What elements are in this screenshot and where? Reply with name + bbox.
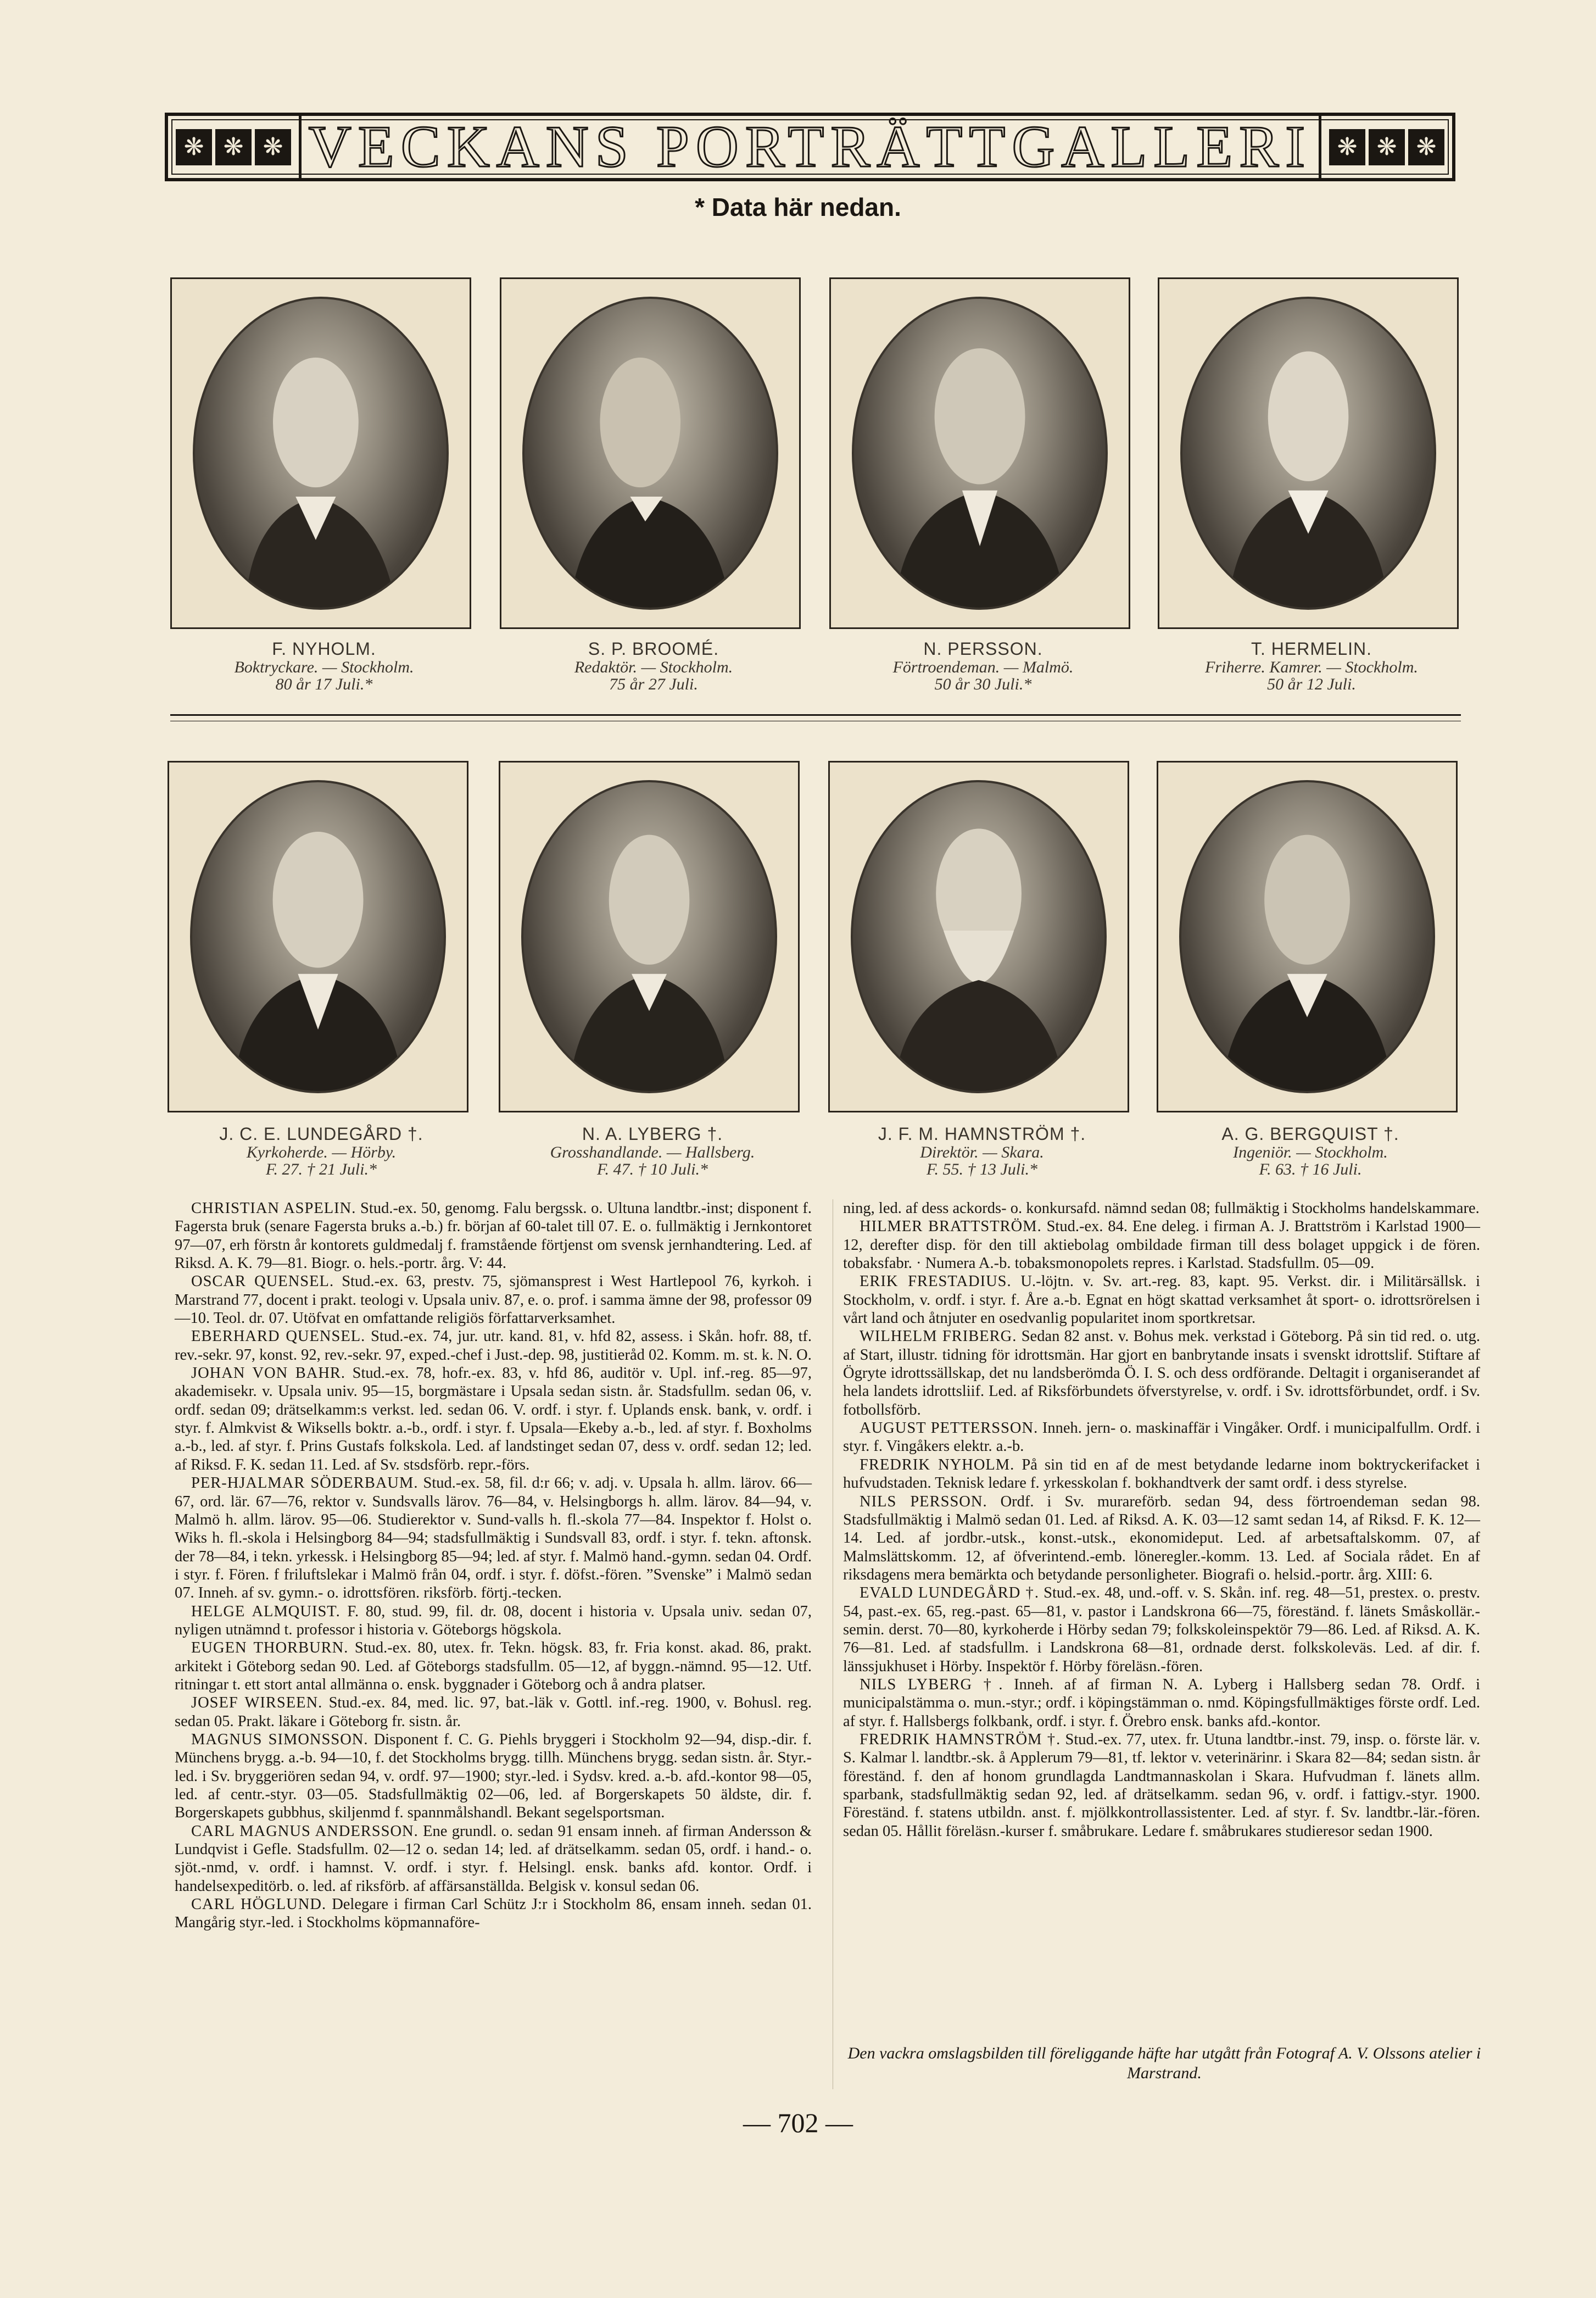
biography-entry — [843, 1199, 1480, 1217]
portrait-oval — [852, 297, 1108, 610]
biography-text: Stud.-ex. 84. Ene deleg. i firman A. J. Brattström i Karlstad 1900—12, derefter disp. för den till aktiebolag ombildade firman till dess bolaget uppgick i de fören. tobaksfabr. · Numera A.-b. tobaksmonopolets repres. i Karlstad. Stadsfullm. 05—09. — [843, 1218, 1480, 1272]
biography-name: CARL HÖGLUND. — [191, 1896, 327, 1913]
biography-text: U.-löjtn. v. Sv. art.-reg. 83, kapt. 95. Verkst. dir. i Militärsällsk. i Stockholm, v. ordf. i styr. f. Åre a.-b. Egnat en högt skattad verksamhet åt sport- o. idrottsrörelsen i vårt land och åtnjuter en osedvanlig popularitet inom sportkretsar. — [843, 1273, 1481, 1327]
portrait-role: Grosshandlande. — Hallsberg. — [550, 1143, 755, 1161]
biography-entry — [175, 1474, 812, 1602]
biography-entry — [175, 1603, 812, 1639]
portrait-role: Direktör. — Skara. — [920, 1143, 1044, 1161]
page-title: VECKANS PORTRÄTTGALLERI — [299, 116, 1321, 178]
portrait-date: 50 år 12 Juli. — [1267, 675, 1356, 694]
biography-name: AUGUST PETTERSSON. — [860, 1420, 1039, 1437]
portrait-photo-bergquist — [1157, 761, 1458, 1112]
portrait-date: F. 47. † 10 Juli.* — [597, 1160, 708, 1179]
person-silhouette-icon — [1182, 299, 1434, 608]
portrait-role: Kyrkoherde. — Hörby. — [246, 1143, 397, 1161]
portrait-name: A. G. BERGQUIST †. — [1221, 1124, 1399, 1144]
biography-name: HILMER BRATTSTRÖM. — [860, 1218, 1042, 1236]
portrait-date: 80 år 17 Juli.* — [275, 675, 373, 694]
biography-entry — [175, 1731, 812, 1822]
portrait-name: J. C. E. LUNDEGÅRD †. — [219, 1124, 423, 1144]
biography-entry — [175, 1272, 812, 1327]
biography-entry — [843, 1327, 1480, 1419]
ornament-icon: ❋ — [1329, 129, 1365, 165]
person-silhouette-icon — [192, 782, 444, 1092]
biography-entry — [175, 1327, 812, 1364]
biography-text: På sin tid en af de mest betydande ledarne inom boktryckerifacket i hufvudstaden. Teknisk ledare f. yrkesskolan f. bokhandtverk der samt ordf. i dess styrelse. — [843, 1456, 1480, 1492]
biography-name: NILS PERSSON. — [860, 1493, 987, 1510]
biography-name: EUGEN THORBURN. — [191, 1639, 349, 1657]
portrait-caption — [1146, 1125, 1475, 1178]
biography-entry — [843, 1676, 1480, 1731]
biography-name: CARL MAGNUS ANDERSSON. — [191, 1822, 418, 1840]
ornament-group-right — [1321, 116, 1452, 178]
biography-name: FREDRIK NYHOLM. — [860, 1456, 1015, 1473]
person-silhouette-icon — [854, 299, 1106, 608]
portrait-caption — [817, 1125, 1147, 1178]
biography-name: ERIK FRESTADIUS. — [860, 1273, 1012, 1290]
ornament-group-left — [168, 116, 299, 178]
biography-text: Stud.-ex. 77, utex. fr. Utuna landtbr.-inst. 79, insp. o. förste lär. v. S. Kalmar l. landtbr.-sk. å Applerum 79—81, tf. lektor v. veterinärinr. i Skara 82—84; sedan sistn. år föreständ. f. den af honom grundlagda Landtmannaskolan i Skara. Hufvudman f. länets allm. sparbank, stadsfullmäktig sedan 92, led. af drätselkamm. sedan 96, v. ordf. i fattigv.-styr. 1900. Föreständ. f. statens utbildn. anst. f. mjölkkontrollassistenter. Led. af styr. f. Sv. landtbr.-lär.-fören. sedan 05. Hållit föreläsn.-kurser f. småbrukare. Ledare f. småbrukares studieresor sedan 1900. — [843, 1731, 1481, 1840]
biography-column-right — [843, 1199, 1480, 1840]
biography-text: Stud.-ex. 84, med. lic. 97, bat.-läk v. Gottl. inf.-reg. 1900, v. Bohusl. reg. sedan 05. Prakt. läkare i Göteborg fr. sistn. år. — [175, 1694, 812, 1730]
biography-entry — [175, 1364, 812, 1474]
portrait-role: Ingeniör. — Stockholm. — [1233, 1143, 1388, 1161]
portrait-caption — [1147, 640, 1476, 693]
biography-text: Inneh. af af firman N. A. Lyberg i Hallsberg sedan 78. Ordf. i municipalstämma o. mun.-styr.; ordf. i köpingstämman o. nmd. Köpingsfullmäktiges förste ordf. Led. af styr. f. Hallsbergs folkbank, ordf. i styr. f. Örebro ensk. banks afd.-kontor. — [843, 1676, 1480, 1730]
person-silhouette-icon — [853, 782, 1104, 1092]
biography-name: CHRISTIAN ASPELIN. — [191, 1200, 356, 1217]
portrait-date: F. 55. † 13 Juli.* — [927, 1160, 1037, 1179]
biography-name: NILS LYBERG †. — [860, 1676, 1003, 1693]
biography-entry — [843, 1731, 1480, 1840]
portrait-photo-nyholm — [170, 277, 471, 629]
portrait-caption — [818, 640, 1148, 693]
biography-text: Stud.-ex. 78, hofr.-ex. 83, v. hfd 86, auditör v. Upl. inf.-reg. 85—97, akademisekr. v. Upsala univ. 95—15, borgmästare i Upsala sedan sistn. år. Stadsfullm. sedan 06, v. ordf. sedan 09; drätselkamm:s verkst. led. sedan 06. V. ordf. i styr. f. Uplands ensk. bank, v. ordf. i styr. f. Almkvist & Wiksells boktr. a.-b., ordf. i styr. f. Upsala—Ekeby a.-b., led. af styr. f. Boxholms a.-b., led. af styr. f. Prins Gustafs folkskola. Led. af landstinget sedan 07, dess v. ordf. sedan 12; led. af Riksd. F. K. sedan 11. Led. af Sv. stsdsförb. repr.-förs. — [175, 1365, 812, 1473]
portrait-oval — [522, 297, 778, 610]
biography-text: Stud.-ex. 80, utex. fr. Tekn. högsk. 83, fr. Fria konst. akad. 86, prakt. arkitekt i Göteborg sedan 90. Led. af Göteborgs stadsfullm. 05—12, af byggn.-nämnd. 95—12. Utf. ritningar t. ett stort antal allmänna o. ensk. byggnader i Göteborg och å andra platser. — [175, 1639, 812, 1693]
biography-text: Sedan 82 anst. v. Bohus mek. verkstad i Göteborg. På sin tid red. o. utg. af Start, illustr. tidning för idrottsmän. Har gjort en banbrytande insats i svenskt idrottslif. Stiftare af Ögryte idrottssällskap, det nu landsberömda Ö. I. S. och dess ordförande. Deltagit i organiserandet af hela landets idrottsliif. Led. af Riksförbundets öfverstyrelse, v. ordf. i Sv. idrottsförbundet, ordf. i Sv. fotbollsförb. — [843, 1328, 1481, 1418]
portrait-photo-hamnstrom — [828, 761, 1129, 1112]
header-banner — [165, 113, 1455, 181]
portrait-name: F. NYHOLM. — [272, 639, 376, 659]
biography-entry — [175, 1639, 812, 1694]
portrait-name: T. HERMELIN. — [1251, 639, 1372, 659]
biography-name: PER-HJALMAR SÖDERBAUM. — [191, 1474, 418, 1492]
portrait-role: Redaktör. — Stockholm. — [574, 658, 733, 676]
portrait-date: 75 år 27 Juli. — [609, 675, 698, 694]
portrait-role: Friherre. Kamrer. — Stockholm. — [1205, 658, 1418, 676]
portrait-name: S. P. BROOMÉ. — [588, 639, 719, 659]
page-number: — 702 — — [743, 2107, 853, 2138]
ornament-icon: ❋ — [176, 129, 212, 165]
biography-name: JOSEF WIRSEEN. — [191, 1694, 323, 1712]
portrait-date: F. 63. † 16 Juli. — [1259, 1160, 1362, 1179]
ornament-icon: ❋ — [1408, 129, 1444, 165]
portrait-caption — [488, 1125, 817, 1178]
biography-text: Stud.-ex. 48, und.-off. v. S. Skån. inf. reg. 48—51, prestex. o. prestv. 54, past.-ex. 65, reg.-past. 65—81, v. pastor i Landskrona 66—75, föreständ. f. länets Småskollär.-semin. derst. 70—80, kyrkoherde i Hörby sedan 79; folkskoleinspektör 79—86. Led. af Riksd. A. K. 76—81. Led. af stadsfullm. i Landskrona 68—81, ordnade derst. folkskoleväs. Led. af dir. f. länssjukhuset i Hörby. Inspektör f. Hörby föreläsn.-fören. — [843, 1584, 1480, 1675]
portrait-caption — [489, 640, 818, 693]
biography-text: ning, led. af dess ackords- o. konkursafd. nämnd sedan 08; fullmäktig i Stockholms handelskammare. — [843, 1200, 1480, 1217]
portrait-date: F. 27. † 21 Juli.* — [266, 1160, 377, 1179]
biography-text: F. 80, stud. 99, fil. dr. 08, docent i historia v. Upsala univ. sedan 07, nyligen utnämnd t. professor i historia v. Göteborgs högskola. — [175, 1603, 812, 1638]
biography-text: Stud.-ex. 63, prestv. 75, sjömansprest i West Hartlepool 76, kyrkoh. i Marstrand 77, docent i prakt. teologi v. Upsala univ. 87, e. o. prof. i samma ämne der 98, professor 09—10. Teol. dr. 07. Utöfvat en omfattande religiös författarverksamhet. — [175, 1273, 812, 1327]
biography-text: Ordf. i Sv. murareförb. sedan 94, dess förtroendeman sedan 98. Stadsfullmäktig i Malmö sedan 01. Led. af Riksd. A. K. 03—12 samt sedan 14, af Riksd. F. K. 12—14. Led. af jordbr.-utsk., konst.-utsk., ekonomideput. Led. af arbetsaftalskomm. 07, af Malmslättskomm. 12, af öfverintend.-emb. löneregler.-komm. 13. Led. af Sociala rådet. En af riksdagens mera bemärkta och betydande personligheter. Biografi o. helsid.-portr. årg. XIII: 6. — [843, 1493, 1480, 1583]
biography-entry — [175, 1895, 812, 1932]
portrait-oval — [1180, 297, 1436, 610]
biography-entry — [175, 1822, 812, 1895]
ornament-icon: ❋ — [255, 129, 291, 165]
person-silhouette-icon — [524, 299, 776, 608]
biography-text: Disponent f. C. G. Piehls bryggeri i Stockholm 92—94, disp.-dir. f. Münchens brygg. a.-b. 94—10, f. det Stockholms brygg. tillh. Münchens brygg. sedan sistn. år. Styr.-led. i Sv. bryggeriören sedan 94, v. ordf. 97—1900; styr.-led. i Sydsv. kred. a.-b. afd.-kontor 98—05, led. af centr.-styr. 03—05. Stadsfullmäktig 02—06, led. af Borgerskapets 50 äldste, dir. f. Borgerskapets gubbhus, skiljenmd f. spannmålshandl. Bekant segelsportsman. — [175, 1731, 812, 1822]
cover-photo-credit: Den vackra omslagsbilden till föreliggande häfte har utgått från Fotograf A. V. Olssons atelier i Marstrand. — [847, 2044, 1481, 2082]
biography-name: FREDRIK HAMNSTRÖM †. — [860, 1731, 1061, 1748]
biography-entry — [843, 1584, 1480, 1676]
portrait-oval — [1179, 780, 1435, 1094]
ornament-icon: ❋ — [215, 129, 252, 165]
portrait-oval — [521, 780, 777, 1094]
page-subtitle: * Data här nedan. — [695, 193, 901, 221]
portrait-oval — [190, 780, 446, 1094]
portrait-name: N. PERSSON. — [923, 639, 1043, 659]
biography-text: Ene grundl. o. sedan 91 ensam inneh. af firman Andersson & Lundqvist i Gefle. Stadsfullm. 02—12 o. sedan 14; led. af drätselkamm. sedan 05, ordf. i hand.- o. sjöt.-nmd, v. ordf. i hamnst. V. ordf. i styr. f. Helsingl. ensk. banks afd. kontor. Ordf. i handelsexpeditörb. o. led. af riksförb. af affärsanställda. Belgisk v. konsul sedan 06. — [175, 1822, 812, 1895]
person-silhouette-icon — [195, 299, 447, 608]
biography-name: WILHELM FRIBERG. — [860, 1328, 1017, 1345]
ornament-icon: ❋ — [1369, 129, 1405, 165]
person-silhouette-icon — [1181, 782, 1433, 1092]
biography-text: Stud.-ex. 50, genomg. Falu bergssk. o. Ultuna landtbr.-inst; disponent f. Fagersta bruk (senare Fagersta bruks a.-b.) fr. början af 60-talet till 07. E. o. fullmäktig i Jernkontoret 97—07, erh förstn år kontorets guldmedalj f. framstående förtjenst om svensk jernhandtering. Led. af Riksd. A. K. 79—81. Biogr. o. hels.-portr. årg. V: 44. — [175, 1200, 812, 1272]
biography-entry — [175, 1199, 812, 1272]
divider-rule — [170, 714, 1461, 716]
biography-column-left — [175, 1199, 812, 1932]
portrait-oval — [851, 780, 1107, 1094]
biography-entry — [843, 1456, 1480, 1493]
biography-text: Stud.-ex. 58, fil. d:r 66; v. adj. v. Upsala h. allm. lärov. 66—67, ord. lär. 67—76, rektor v. Sundsvalls lärov. 76—84, v. Helsingborgs h. allm. lärov. 84—94, v. Malmö h. allm. lärov. 95—06. Studierektor v. Sund-valls h. fl.-skola 77—84. Inspektor f. Holst o. Wiks h. fl.-skola i Helsingborg 84—94; stadsfullmäktig i Sundsvall 83, ordf. i styr. f. tekn. aftonsk. der 78—84, i tekn. yrkessk. i Helsingborg 85—94; led. af styr. f. Malmö hand.-gymn. sedan 04. Ordf. i styr. f. Fören. f friluftslekar i Malmö från 04, ordf. i styr. f. döfst.-fören. ”Svenske” i Malmö sedan 07. Inneh. af sv. gymn.- o. idrottsfören. riksförb. förtj.-tecken. — [175, 1474, 812, 1602]
portrait-date: 50 år 30 Juli.* — [934, 675, 1032, 694]
person-silhouette-icon — [523, 782, 775, 1092]
portrait-oval — [193, 297, 449, 610]
biography-name: EVALD LUNDEGÅRD †. — [860, 1584, 1039, 1602]
portrait-caption — [159, 640, 489, 693]
portrait-photo-lundegard — [168, 761, 468, 1112]
portrait-photo-hermelin — [1158, 277, 1459, 629]
biography-text: Inneh. jern- o. maskinaffär i Vingåker. Ordf. i municipalfullm. Ordf. i styr. f. Vingåkers elektr. a.-b. — [843, 1420, 1480, 1455]
biography-name: JOHAN VON BAHR. — [191, 1365, 346, 1382]
portrait-role: Boktryckare. — Stockholm. — [234, 658, 414, 676]
portrait-name: N. A. LYBERG †. — [582, 1124, 723, 1144]
portrait-caption — [157, 1125, 486, 1178]
biography-name: EBERHARD QUENSEL. — [191, 1328, 366, 1345]
portrait-photo-broome — [500, 277, 801, 629]
portrait-role: Förtroendeman. — Malmö. — [892, 658, 1074, 676]
portrait-photo-persson — [829, 277, 1130, 629]
biography-entry — [843, 1419, 1480, 1456]
biography-entry — [843, 1493, 1480, 1584]
biography-text: Stud.-ex. 74, jur. utr. kand. 81, v. hfd 82, assess. i Skån. hofr. 88, tf. rev.-sekr. 97, konst. 92, rev.-sekr. 97, exped.-chef i Just.-dep. 98, justitieråd 02. Komm. m. st. k. N. O. — [175, 1328, 812, 1364]
portrait-name: J. F. M. HAMNSTRÖM †. — [878, 1124, 1086, 1144]
biography-text: Delegare i firman Carl Schütz J:r i Stockholm 86, ensam inneh. sedan 01. Mangårig styr.-led. i Stockholms köpmannaföre- — [175, 1896, 812, 1932]
biography-entry — [175, 1694, 812, 1731]
biography-name: OSCAR QUENSEL. — [191, 1273, 334, 1290]
biography-name: MAGNUS SIMONSSON. — [191, 1731, 369, 1748]
biography-name: HELGE ALMQUIST. — [191, 1603, 341, 1620]
portrait-photo-lyberg — [499, 761, 800, 1112]
biography-entry — [843, 1272, 1480, 1327]
biography-entry — [843, 1217, 1480, 1272]
